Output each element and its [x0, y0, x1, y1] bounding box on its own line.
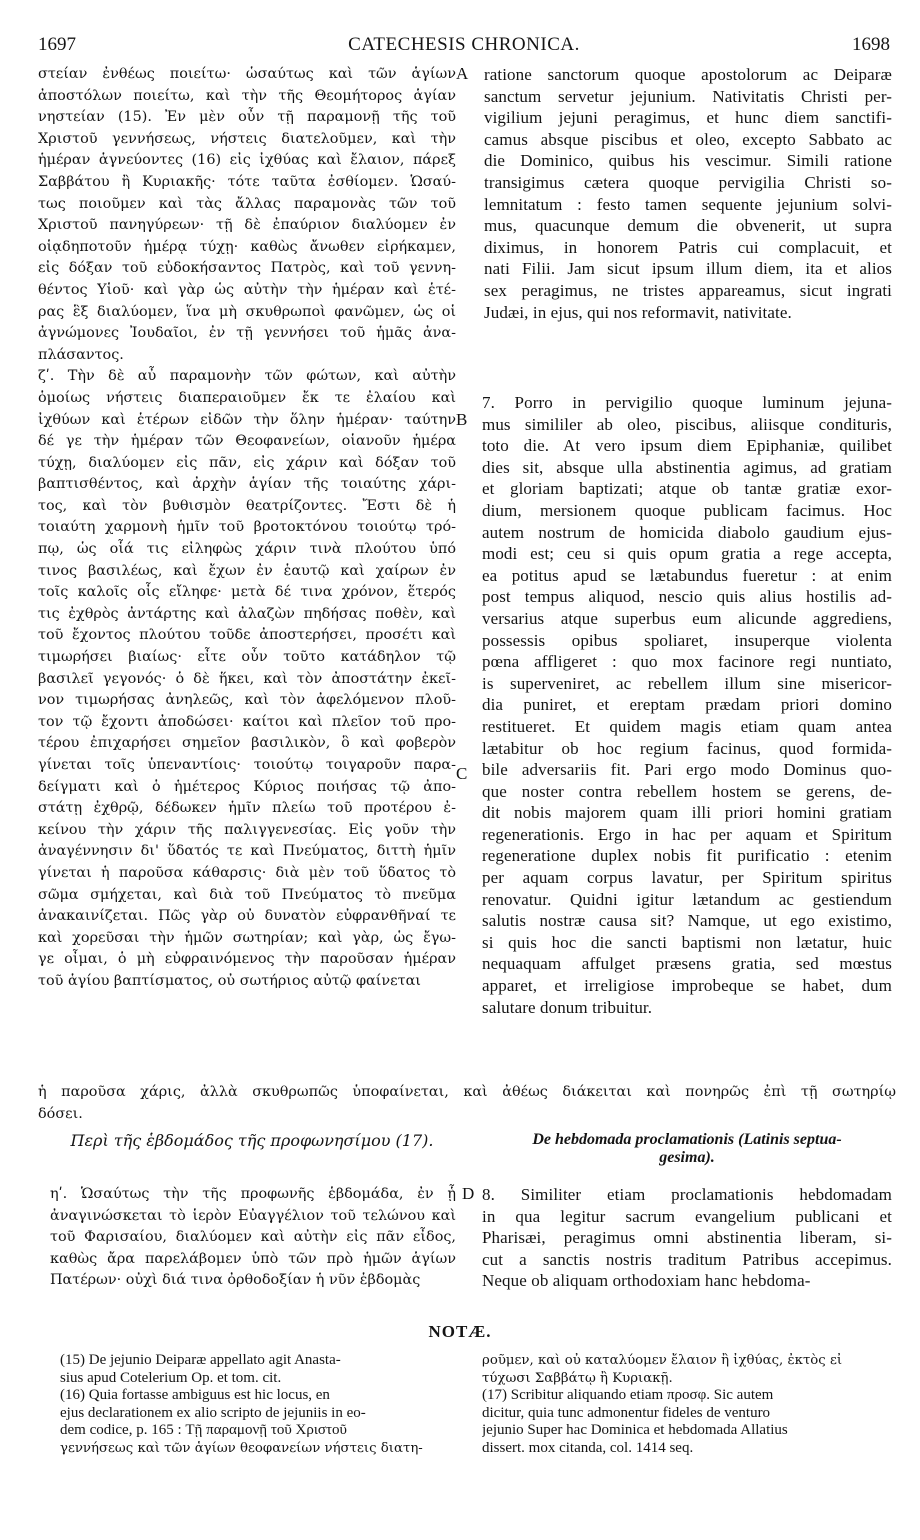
note-line: dicitur, quia tunc admonentur fideles de venturo	[482, 1404, 771, 1421]
greek-line: τινος βασιλέως, καὶ ἔχων ἐν ἑαυτῷ καὶ χαίρων ἐν	[38, 562, 456, 579]
latin-line: toto die. At vero ipsum diem Epiphaniæ, quilibet	[482, 436, 892, 456]
notes-left-column	[60, 1352, 458, 1457]
note-line: ροῦμεν, καὶ οὐ καταλύομεν ἔλαιον ἢ ἰχθύας, ἐκτὸς εἰ	[482, 1353, 843, 1368]
running-title: CATECHESIS CHRONICA.	[348, 34, 580, 55]
greek-line: στείαν ἐνθέως ποιείτω· ὡσαύτως καὶ τῶν ἁγίων	[38, 66, 456, 82]
page-header	[38, 34, 890, 60]
latin-line: 7. Porro in pervigilio quoque luminum jejuna-	[482, 393, 892, 412]
greek-line: βαπτισθέντος, καὶ ἀρχὴν ἁγίαν τῆς τοιαύτης χάρι-	[38, 476, 456, 493]
latin-line: Neque ob aliquam orthodoxiam hanc hebdoma-	[482, 1271, 811, 1291]
greek-line: τέρου ἐπιχαρήσει σημεῖον βασιλικὸν, ὃ καὶ φοβερὸν	[38, 735, 456, 752]
note-line: jejunio Super hac Dominica et hebdomada Allatius	[482, 1422, 788, 1438]
section-heading-latin-line-1: De hebdomada proclamationis (Latinis septua-	[532, 1131, 842, 1148]
note-line: dem codice, p. 165 : Τῇ παραμονῇ τοῦ Χριστοῦ	[60, 1422, 347, 1438]
latin-line: dia puniret, et ereptam prædam priori domino	[482, 695, 892, 715]
greek-line: κείνου τὴν χάριν τῆς παλιγγενεσίας. Εἰς γοῦν τὴν	[38, 821, 456, 838]
margin-letter-b: B	[456, 410, 468, 429]
note-line: (16) Quia fortasse ambiguus est hic locus, en	[60, 1387, 330, 1403]
latin-line: transigimus cætera quoque pervigilia Christi so-	[484, 172, 892, 192]
greek-line: ζʹ. Τὴν δὲ αὖ παραμονὴν τῶν φώτων, καὶ αὐτὴν	[38, 368, 456, 385]
note-line: (17) Scribitur aliquando etiam προσφ. Sic autem	[482, 1387, 774, 1403]
greek-line: τοῦ ἁγίου βαπτίσματος, οὐ σωτήριος αὐτῷ φαίνεται	[38, 972, 421, 989]
latin-line: si quis hoc die sancti baptismi non lætatur, huic	[482, 932, 892, 952]
greek-line: τιμωρήσει βιαίως· εἶτε οὖν τοῦτο κατάδηλον τῷ	[38, 649, 456, 666]
latin-line: dies sit, absque ulla abstinentia agimus, ad gratiam	[482, 457, 892, 477]
latin-line: regenerationis. Ergo in hac per aquam et Spiritum	[482, 824, 892, 844]
greek-line: τοῦ Φαρισαίου, διαλύομεν καὶ αὐτὴν εἰς πᾶν εἶδος,	[50, 1229, 456, 1246]
note-line: sius apud Cotelerium Op. et tom. cit.	[60, 1369, 282, 1386]
latin-line: per aquam corpus lavatur, per Spiritum spiritus	[482, 868, 892, 888]
greek-line: πλάσαντος.	[38, 346, 124, 363]
latin-line: is superveniret, ac rebellem illum sine misericor-	[482, 673, 892, 693]
greek-line: δέ γε τὴν ἡμέραν τῶν Θεοφανείων, οἱανοῦν ἡμέρα	[38, 433, 456, 450]
latin-line: vigilium jejuni peragimus, et hunc diem sanctifi-	[484, 108, 892, 128]
greek-line: ἀνακαινίζεται. Πῶς γὰρ οὐ δυνατὸν εὐφρανθῆναί τε	[38, 908, 456, 925]
greek-full-width-lines	[38, 1082, 896, 1125]
latin-line: diximus, in honorem Patris cui complacuit, et	[484, 237, 892, 257]
greek-full-line: δόσει.	[38, 1105, 83, 1122]
greek-line: Χριστοῦ πανηγύρεων· τῇ δὲ ἐπαύριον διαλύομεν ἐν	[38, 217, 456, 234]
note-line: ejus declarationem ex alio scripto de jejuniis in eo-	[60, 1404, 366, 1421]
greek-line: νηστείαν (15). Ἐν μὲν οὖν τῇ παραμονῇ τῆς τοῦ	[38, 109, 456, 126]
note-line: τύχωσι Σαββάτῳ ἢ Κυριακῇ.	[482, 1370, 673, 1386]
latin-line: possessis opibus spoliaret, insuperque violenta	[482, 630, 892, 650]
greek-line: ἀποστόλων ποιείτω, καὶ τὴν τῆς Θεομήτορος ἁγίαν	[38, 87, 456, 104]
latin-line: pœna affligeret : quo mox facinore regi nuntiato,	[482, 652, 892, 672]
latin-line: modi est; ceu si quis opum gratia a rege accepta,	[482, 544, 892, 564]
latin-line: regeneratione duplex nobis fit purificatio : etenim	[482, 846, 892, 866]
latin-line: renovatur. Quidni igitur lætandum ac gestiendum	[482, 889, 892, 909]
greek-line: τις ἐχθρὸς ἀντάρτης καὶ ἀλαζὼν πηδήσας ποθὲν, καὶ	[38, 605, 456, 622]
greek-line: ηʹ. Ὡσαύτως τὴν τῆς προφωνῆς ἑβδομάδα, ἐν ᾗ	[50, 1186, 456, 1202]
greek-line: εἰς δόξαν τοῦ εὐδοκήσαντος Πατρὸς, καὶ τοῦ γεννη-	[38, 260, 456, 277]
greek-line: ἰχθύων καὶ ἑτέρων εἰδῶν τὴν ὅλην ἡμέραν· ταύτην	[38, 411, 456, 428]
latin-line: et gloriam baptizati; atque ob tantæ gratiæ exor-	[482, 479, 892, 499]
latin-line: bile adversariis fit. Pari ergo modo Dominus quo-	[482, 760, 892, 780]
page-number-left: 1697	[38, 34, 76, 55]
greek-line: οἱᾳδηποτοῦν ἡμέρᾳ τύχῃ· καθὼς ἄνωθεν εἰρήκαμεν,	[38, 238, 456, 255]
greek-line: τοιαύτη χαρμονὴ ἡμῖν τοῦ βροτοκτόνου τοιούτῳ τρό-	[38, 519, 456, 536]
latin-line: salutare donum tribuitur.	[482, 997, 653, 1017]
greek-line: τοῖς καλοῖς οἷς εἴληφε· μετὰ δέ τινα χρόνον, ἕτερός	[38, 584, 456, 601]
greek-line: Πατέρων· οὐχὶ διά τινα ὀρθοδοξίαν ἡ νῦν ἑβδομὰς	[50, 1272, 421, 1289]
latin-line: post tempus aliquod, nescio quis alius hostilis ad-	[482, 587, 892, 607]
greek-column-top	[38, 64, 456, 993]
section-heading-greek: Περὶ τῆς ἑβδομάδος τῆς προφωνησίμου (17).	[70, 1131, 434, 1150]
greek-line: σῶμα σμήχεται, καὶ διὰ τοῦ Πνεύματος τὸ πνεῦμα	[38, 886, 456, 903]
note-line: γεννήσεως καὶ τῶν ἁγίων θεοφανείων νήστεις διατη-	[60, 1440, 423, 1456]
latin-line: camus absque piscibus et oleo, excepto Sabbato ac	[484, 129, 892, 149]
margin-letter-a: A	[456, 64, 469, 83]
latin-line: die Dominico, quibus his vescimur. Simili ratione	[484, 151, 892, 171]
greek-line: τως ποιοῦμεν καὶ τὰς ἄλλας παραμονὰς τῶν τοῦ	[38, 195, 456, 212]
latin-line: sex peragimus, ne tristes appareamus, sicut ingrati	[484, 280, 892, 300]
latin-line: apparet, et irreligiose improbeque se habet, dum	[482, 976, 892, 996]
greek-line: τον τῷ ἔχοντι ἀποδώσει· καίτοι καὶ πλεῖον τοῦ προ-	[38, 713, 456, 730]
greek-line: πῳ, ὡς οἷά τις εἰληφὼς χάριν τινὰ πλούτου ὑπό	[38, 541, 456, 558]
greek-line: ἡμέραν ἁγνεύοντες (16) εἰς ἰχθύας καὶ ἔλαιον, πάρεξ	[38, 152, 456, 169]
latin-line: 8. Similiter etiam proclamationis hebdomadam	[482, 1185, 892, 1204]
greek-full-line: ἡ παροῦσα χάρις, ἀλλὰ σκυθρωπῶς ὑποφαίνεται, καὶ ἀθέως διάκειται καὶ πονηρῶς ἐπὶ τῇ σωτηρίῳ	[38, 1084, 896, 1100]
latin-line: cut a sanctis nostris traditum Patribus accepimus.	[482, 1249, 892, 1269]
greek-line: γε οἶμαι, ὁ μὴ εὐφραινόμενος τὴν παροῦσαν ἡμέραν	[38, 951, 456, 968]
greek-line: γίνεται τοῖς ὑπεναντίοις· τοιούτῳ τοιγαροῦν παρα-	[38, 757, 456, 773]
greek-line: καθὼς ἄρα παρελάβομεν ὑπὸ τῶν πρὸ ἡμῶν ἁγίων	[50, 1250, 456, 1267]
greek-column-bottom	[50, 1184, 456, 1292]
greek-line: ἀγνώμονες Ἰουδαῖοι, ἐν τῇ γεννήσει τοῦ ἡμᾶς ἀνα-	[38, 325, 456, 342]
latin-line: lætabitur ob hoc regium facinus, quod formida-	[482, 738, 892, 758]
greek-line: τύχῃ, διαλύομεν εἰς πᾶν, εἰς χάριν καὶ δόξαν τοῦ	[38, 454, 456, 471]
greek-line: γίνεται ἡ παροῦσα κάθαρσις· διὰ μὲν τοῦ ὕδατος τὸ	[38, 864, 456, 881]
note-line: dissert. mox citanda, col. 1414 seq.	[482, 1439, 694, 1456]
latin-line: restitueret. Et quidem magis etiam quam antea	[482, 716, 892, 736]
greek-line: τοῦ ἔχοντος πλούτου τοῦδε ἀποστερήσει, προσέτι καὶ	[38, 627, 456, 644]
greek-line: θέντος Υἱοῦ· καὶ γὰρ ὡς αὐτὴν τὴν ἡμέραν καὶ ἑτέ-	[38, 281, 456, 298]
margin-letter-c: C	[456, 764, 468, 783]
greek-line: καὶ χορεῦσαι τὴν ἡμῶν σωτηρίαν; καὶ γὰρ, ὡς ἔγω-	[38, 929, 456, 946]
latin-column-bottom	[482, 1184, 892, 1292]
greek-line: Χριστοῦ γεννήσεως, νήστεις διατελοῦμεν, καὶ τὴν	[38, 130, 456, 147]
latin-line: Judæi, in ejus, qui nos reformavit, nativitate.	[484, 302, 792, 322]
section-heading-latin-line-2: gesima).	[659, 1149, 715, 1166]
latin-column-middle	[482, 392, 892, 1018]
greek-line: Σαββάτου ἢ Κυριακῆς· τότε ταῦτα ἐσθίομεν. Ὡσαύ-	[38, 173, 456, 190]
greek-line: ὁμοίως νήστεις διαπεραιοῦμεν ἔκ τε ἐλαίου καὶ	[38, 389, 456, 406]
greek-line: ἀναγέννησιν δι' ὕδατός τε καὶ Πνεύματος, διττὴ ἡμῖν	[38, 843, 456, 860]
latin-line: ratione sanctorum quoque apostolorum ac Deiparæ	[484, 65, 892, 84]
greek-line: δείγματι καὶ ὁ ἡμέτερος Κύριος ποιήσας τῷ ἀπο-	[38, 778, 456, 795]
latin-line: que noster contra rebellem hostem se gerens, de-	[482, 781, 892, 801]
latin-line: ea potitus apud se lætabundus fueretur : at enim	[482, 565, 892, 585]
margin-letter-d: D	[462, 1184, 475, 1203]
latin-line: nequaquam affulget præsens gratia, sed mœstus	[482, 954, 892, 974]
greek-line: νον τιμωρήσας ἀνηλεῶς, καὶ τὸν ἀφελόμενον πλοῦ-	[38, 692, 456, 709]
greek-line: τος, καὶ τὸν βυθισμὸν θεατρίζοντες. Ἔστι δὲ ἡ	[38, 497, 456, 514]
page-number-right: 1698	[852, 34, 890, 55]
latin-line: mus simililer ab oleo, piscibus, aliisque condituris,	[482, 414, 892, 434]
latin-line: lemnitatum : festo tamen sequente jejunium solvi-	[484, 194, 892, 214]
latin-column-top	[484, 64, 892, 323]
notes-title: NOTÆ.	[428, 1322, 492, 1341]
latin-line: versarius atque superbus eum alicunde aggrediens,	[482, 608, 892, 628]
note-line: (15) De jejunio Deiparæ appellato agit Anasta-	[60, 1352, 341, 1368]
latin-line: dium, mersionem quoque publicam facimus. Hoc	[482, 500, 892, 520]
greek-line: στάτῃ ἐχθρῷ, δέδωκεν ἡμῖν πλείω τοῦ προτέρου ἐ-	[38, 800, 456, 817]
latin-line: autem nostrum de homicida diabolo gaudium ejus-	[482, 522, 892, 542]
section-heading-latin	[482, 1131, 892, 1167]
latin-line: in qua legitur sacrum evangelium publicani et	[482, 1206, 892, 1226]
greek-line: βασιλεῖ γεγονός· ὁ δὲ ἥκει, καὶ τὸν ἀποστάτην ἐκεῖ-	[38, 670, 456, 687]
latin-line: salutis nostræ causa sit? Namque, ut ego existimo,	[482, 911, 892, 931]
latin-line: dit nobis majorem quam illi priori homini gratiam	[482, 803, 892, 823]
latin-line: sanctum servetur jejunium. Nativitatis Christi per-	[484, 86, 892, 106]
latin-line: mus, quacunque demum die obvenerit, ut supra	[484, 216, 892, 236]
greek-line: ρας ἓξ διαλύομεν, ἵνα μὴ σκυθρωποὶ φανῶμεν, ὡς οἱ	[38, 303, 456, 320]
latin-line: nati Filii. Jam sicut ipsum illum diem, ita et alios	[484, 259, 892, 279]
greek-line: ἀναγινώσκεται τὸ ἱερὸν Εὐαγγέλιον τοῦ τελώνου καὶ	[50, 1207, 456, 1224]
notes-right-column	[482, 1352, 894, 1457]
latin-line: Pharisæi, peragimus omni abstinentia liberam, si-	[482, 1228, 892, 1248]
